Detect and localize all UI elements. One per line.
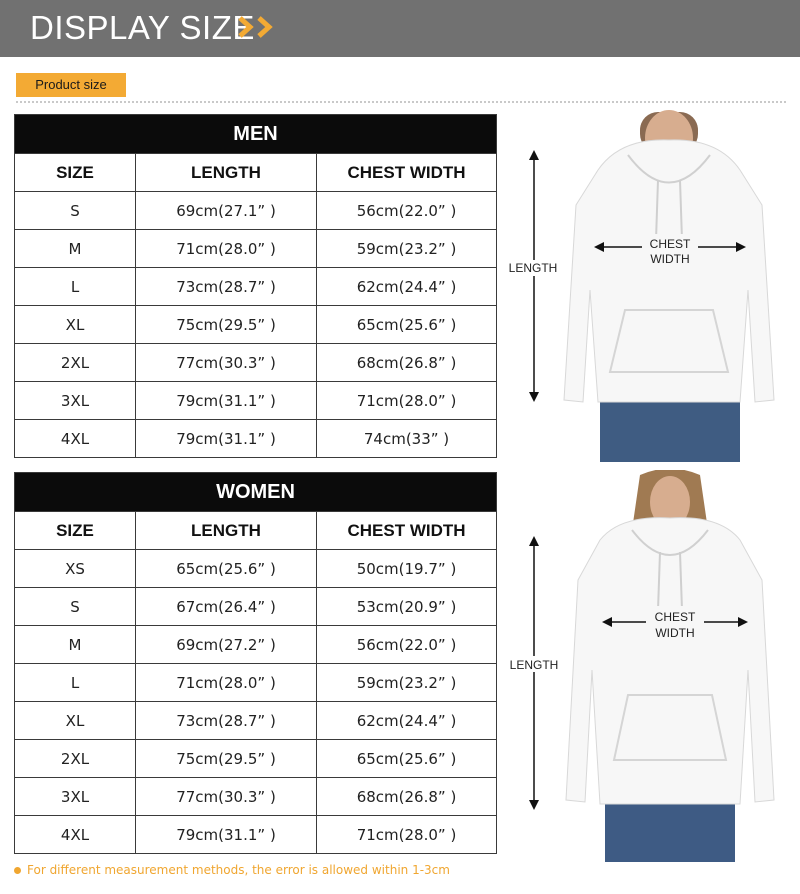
column-header-length: LENGTH <box>136 512 317 550</box>
women-hoodie-photo <box>500 470 790 862</box>
column-header-length: LENGTH <box>136 154 317 192</box>
dotted-divider <box>16 101 786 103</box>
size-cell: 2XL <box>15 740 136 778</box>
women-size-table <box>14 472 497 854</box>
size-cell: M <box>15 230 136 268</box>
table-title-row <box>15 115 497 154</box>
table-row <box>15 192 497 230</box>
length-cell: 71cm(28.0” ) <box>136 230 317 268</box>
table-row <box>15 420 497 458</box>
column-header-chest-width: CHEST WIDTH <box>317 154 497 192</box>
chest-width-cell: 62cm(24.4” ) <box>317 702 497 740</box>
arrow-up-icon <box>529 150 539 160</box>
men-hoodie-photo <box>500 110 790 462</box>
chest-label-line2: WIDTH <box>655 626 695 640</box>
table-row <box>15 702 497 740</box>
jeans <box>605 802 735 862</box>
size-cell: L <box>15 268 136 306</box>
page-header <box>0 0 800 57</box>
chest-width-cell: 56cm(22.0” ) <box>317 626 497 664</box>
size-cell: S <box>15 192 136 230</box>
chevron-right-icon <box>255 16 277 38</box>
length-cell: 79cm(31.1” ) <box>136 382 317 420</box>
length-cell: 73cm(28.7” ) <box>136 702 317 740</box>
size-cell: 2XL <box>15 344 136 382</box>
chest-label-line1: CHEST <box>649 237 691 251</box>
length-cell: 75cm(29.5” ) <box>136 740 317 778</box>
size-cell: XL <box>15 702 136 740</box>
length-cell: 69cm(27.2” ) <box>136 626 317 664</box>
table-row <box>15 664 497 702</box>
length-cell: 67cm(26.4” ) <box>136 588 317 626</box>
bullet-dot-icon <box>14 867 21 874</box>
product-size-badge <box>16 73 126 97</box>
size-cell: 3XL <box>15 382 136 420</box>
length-cell: 79cm(31.1” ) <box>136 420 317 458</box>
arrow-down-icon <box>529 392 539 402</box>
column-header-size: SIZE <box>15 154 136 192</box>
length-cell: 77cm(30.3” ) <box>136 344 317 382</box>
men-table-title: MEN <box>15 115 497 154</box>
men-size-table <box>14 114 497 458</box>
length-cell: 77cm(30.3” ) <box>136 778 317 816</box>
product-size-label: Product size <box>35 77 107 92</box>
chest-width-cell: 59cm(23.2” ) <box>317 230 497 268</box>
size-cell: XL <box>15 306 136 344</box>
length-cell: 79cm(31.1” ) <box>136 816 317 854</box>
table-row <box>15 588 497 626</box>
length-cell: 75cm(29.5” ) <box>136 306 317 344</box>
length-cell: 69cm(27.1” ) <box>136 192 317 230</box>
size-cell: L <box>15 664 136 702</box>
table-row <box>15 268 497 306</box>
chest-width-cell: 65cm(25.6” ) <box>317 306 497 344</box>
size-cell: 3XL <box>15 778 136 816</box>
measurement-note <box>14 863 450 877</box>
table-row <box>15 306 497 344</box>
length-label: LENGTH <box>508 261 558 275</box>
chest-width-cell: 65cm(25.6” ) <box>317 740 497 778</box>
table-row <box>15 816 497 854</box>
chest-width-cell: 62cm(24.4” ) <box>317 268 497 306</box>
women-hoodie <box>566 518 774 804</box>
women-table-title: WOMEN <box>15 473 497 512</box>
table-row <box>15 740 497 778</box>
length-label: LENGTH <box>509 658 559 672</box>
arrow-down-icon <box>529 800 539 810</box>
chest-width-cell: 53cm(20.9” ) <box>317 588 497 626</box>
table-row <box>15 778 497 816</box>
table-row <box>15 344 497 382</box>
size-cell: 4XL <box>15 816 136 854</box>
arrow-up-icon <box>529 536 539 546</box>
men-hoodie <box>564 140 774 402</box>
table-header-row <box>15 512 497 550</box>
size-cell: S <box>15 588 136 626</box>
column-header-chest-width: CHEST WIDTH <box>317 512 497 550</box>
chest-width-cell: 68cm(26.8” ) <box>317 344 497 382</box>
chest-width-cell: 74cm(33” ) <box>317 420 497 458</box>
chest-width-cell: 71cm(28.0” ) <box>317 816 497 854</box>
chest-width-cell: 50cm(19.7” ) <box>317 550 497 588</box>
chest-width-cell: 71cm(28.0” ) <box>317 382 497 420</box>
size-cell: M <box>15 626 136 664</box>
chest-label-line1: CHEST <box>654 610 696 624</box>
men-table-body <box>15 192 497 458</box>
women-table-body <box>15 550 497 854</box>
table-row <box>15 382 497 420</box>
chest-width-cell: 59cm(23.2” ) <box>317 664 497 702</box>
length-cell: 73cm(28.7” ) <box>136 268 317 306</box>
length-cell: 65cm(25.6” ) <box>136 550 317 588</box>
table-row <box>15 626 497 664</box>
column-header-size: SIZE <box>15 512 136 550</box>
size-cell: 4XL <box>15 420 136 458</box>
page-title: DISPLAY SIZE <box>30 9 255 46</box>
size-cell: XS <box>15 550 136 588</box>
table-title-row <box>15 473 497 512</box>
table-row <box>15 230 497 268</box>
table-header-row <box>15 154 497 192</box>
jeans <box>600 400 740 462</box>
chest-width-cell: 56cm(22.0” ) <box>317 192 497 230</box>
table-row <box>15 550 497 588</box>
chest-width-cell: 68cm(26.8” ) <box>317 778 497 816</box>
note-text: For different measurement methods, the error is allowed within 1-3cm <box>27 863 450 877</box>
length-cell: 71cm(28.0” ) <box>136 664 317 702</box>
chest-label-line2: WIDTH <box>650 252 690 266</box>
